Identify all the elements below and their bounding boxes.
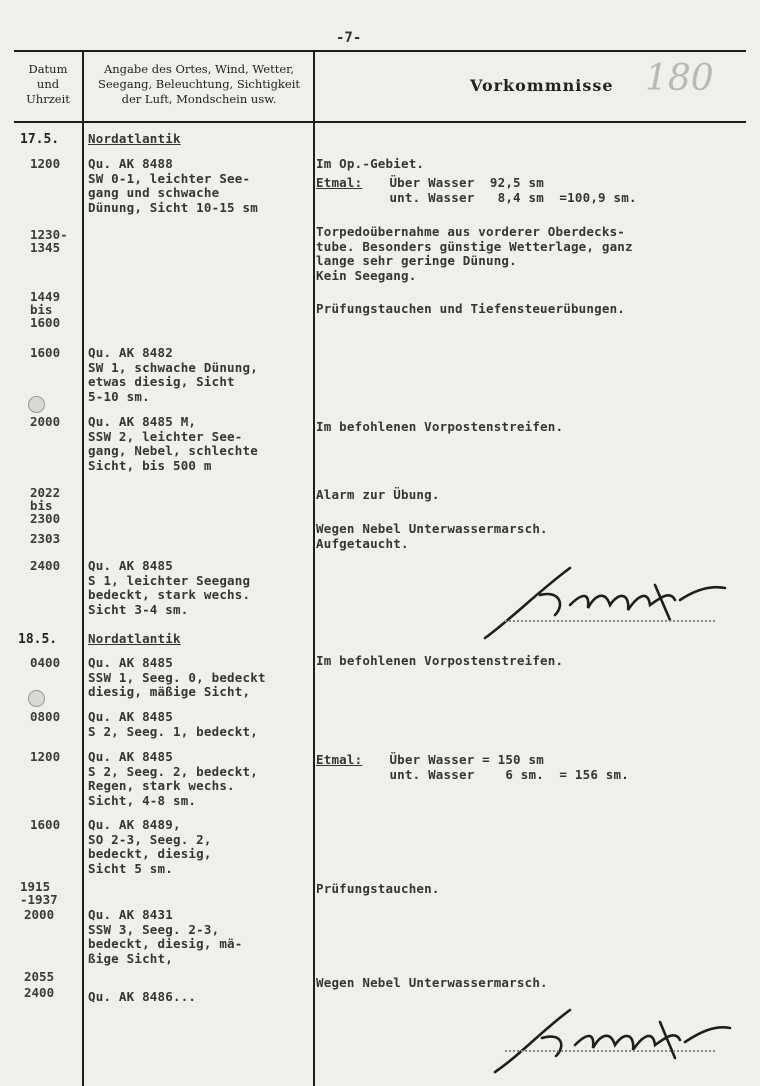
entry-time: 1449 bis 1600 bbox=[30, 289, 61, 330]
etmal-label: Etmal: bbox=[316, 175, 363, 190]
event-text: Torpedoübernahme aus vorderer Oberdecks- tube. Besonders günstige Wetterlage, ganz lange sehr geringe Dünung. Kein Seegang. bbox=[316, 224, 633, 283]
event-text: Wegen Nebel Unterwassermarsch. Aufgetaucht. bbox=[316, 521, 548, 551]
position-weather: Qu. AK 8485 M, SSW 2, leichter See- gang, Nebel, schlechte Sicht, bis 500 m bbox=[88, 414, 258, 473]
entry-time: 2303 bbox=[30, 531, 61, 546]
event-text: Im befohlenen Vorpostenstreifen. bbox=[316, 653, 564, 668]
punch-hole bbox=[28, 396, 45, 413]
event-text: Alarm zur Übung. bbox=[316, 487, 440, 502]
entry-time: 1600 bbox=[30, 345, 61, 360]
etmal-distances: Über Wasser 92,5 sm unt. Wasser 8,4 sm =100,9 sm. bbox=[389, 175, 637, 205]
position-weather: Qu. AK 8431 SSW 3, Seeg. 2-3, bedeckt, diesig, mä- ßige Sicht, bbox=[88, 907, 243, 966]
commander-signature bbox=[480, 1000, 740, 1080]
entry-time: 1915 -1937 bbox=[20, 879, 58, 907]
event-text: Prüfungstauchen. bbox=[316, 881, 440, 896]
position-weather: Qu. AK 8485 S 1, leichter Seegang bedeckt, stark wechs. Sicht 3-4 sm. bbox=[88, 558, 251, 617]
commander-signature bbox=[470, 560, 740, 645]
entry-time: 2055 bbox=[24, 969, 55, 984]
event-text: Prüfungstauchen und Tiefensteuerübungen. bbox=[316, 301, 626, 316]
entry-time: 0400 bbox=[30, 655, 61, 670]
event-text: Im befohlenen Vorpostenstreifen. bbox=[316, 419, 564, 434]
etmal-label: Etmal: bbox=[316, 752, 363, 767]
position-weather: Qu. AK 8485 SSW 1, Seeg. 0, bedeckt diesig, mäßige Sicht, bbox=[88, 655, 266, 699]
archive-stamp-number: 180 bbox=[645, 58, 714, 99]
event-text: Im Op.-Gebiet. bbox=[316, 156, 425, 171]
position-weather: Qu. AK 8485 S 2, Seeg. 2, bedeckt, Regen, stark wechs. Sicht, 4-8 sm. bbox=[88, 749, 258, 808]
entry-date: 17.5. bbox=[20, 132, 60, 147]
etmal-distances: Über Wasser = 150 sm unt. Wasser 6 sm. = 156 sm. bbox=[389, 752, 629, 782]
position-weather: Qu. AK 8482 SW 1, schwache Dünung, etwas diesig, Sicht 5-10 sm. bbox=[88, 345, 258, 404]
column-divider-1 bbox=[82, 50, 84, 1086]
entry-time: 1230- 1345 bbox=[30, 227, 68, 255]
punch-hole bbox=[28, 690, 45, 707]
event-text: Wegen Nebel Unterwassermarsch. bbox=[316, 975, 548, 990]
header-events: Vorkommnisse bbox=[470, 76, 614, 95]
entry-time: 0800 bbox=[30, 709, 61, 724]
entry-time: 2000 bbox=[24, 907, 55, 922]
entry-time: 2022 bis 2300 bbox=[30, 485, 61, 526]
sea-area: Nordatlantik bbox=[88, 631, 181, 646]
position-weather: Qu. AK 8485 S 2, Seeg. 1, bedeckt, bbox=[88, 709, 258, 739]
header-place-weather: Angabe des Ortes, Wind, Wetter, Seegang, Beleuchtung, Sichtigkeit der Luft, Mondschein usw. bbox=[97, 62, 301, 106]
position-weather: Qu. AK 8488 SW 0-1, leichter See- gang und schwache Dünung, Sicht 10-15 sm bbox=[88, 156, 258, 215]
signature-dotted-line bbox=[505, 620, 715, 623]
entry-date: 18.5. bbox=[18, 632, 58, 647]
position-weather: Qu. AK 8486... bbox=[88, 989, 197, 1004]
page-number: -7- bbox=[336, 30, 362, 46]
signature-dotted-line bbox=[505, 1050, 715, 1053]
entry-time: 1600 bbox=[30, 817, 61, 832]
table-top-rule bbox=[14, 50, 746, 52]
sea-area: Nordatlantik bbox=[88, 131, 181, 146]
entry-time: 1200 bbox=[30, 156, 61, 171]
position-weather: Qu. AK 8489, SO 2-3, Seeg. 2, bedeckt, diesig, Sicht 5 sm. bbox=[88, 817, 212, 876]
entry-time: 2000 bbox=[30, 414, 61, 429]
column-divider-2 bbox=[313, 50, 315, 1086]
entry-time: 2400 bbox=[30, 558, 61, 573]
entry-time: 2400 bbox=[24, 985, 55, 1000]
entry-time: 1200 bbox=[30, 749, 61, 764]
header-bottom-rule bbox=[14, 121, 746, 123]
header-date-time: Datum und Uhrzeit bbox=[26, 62, 70, 106]
